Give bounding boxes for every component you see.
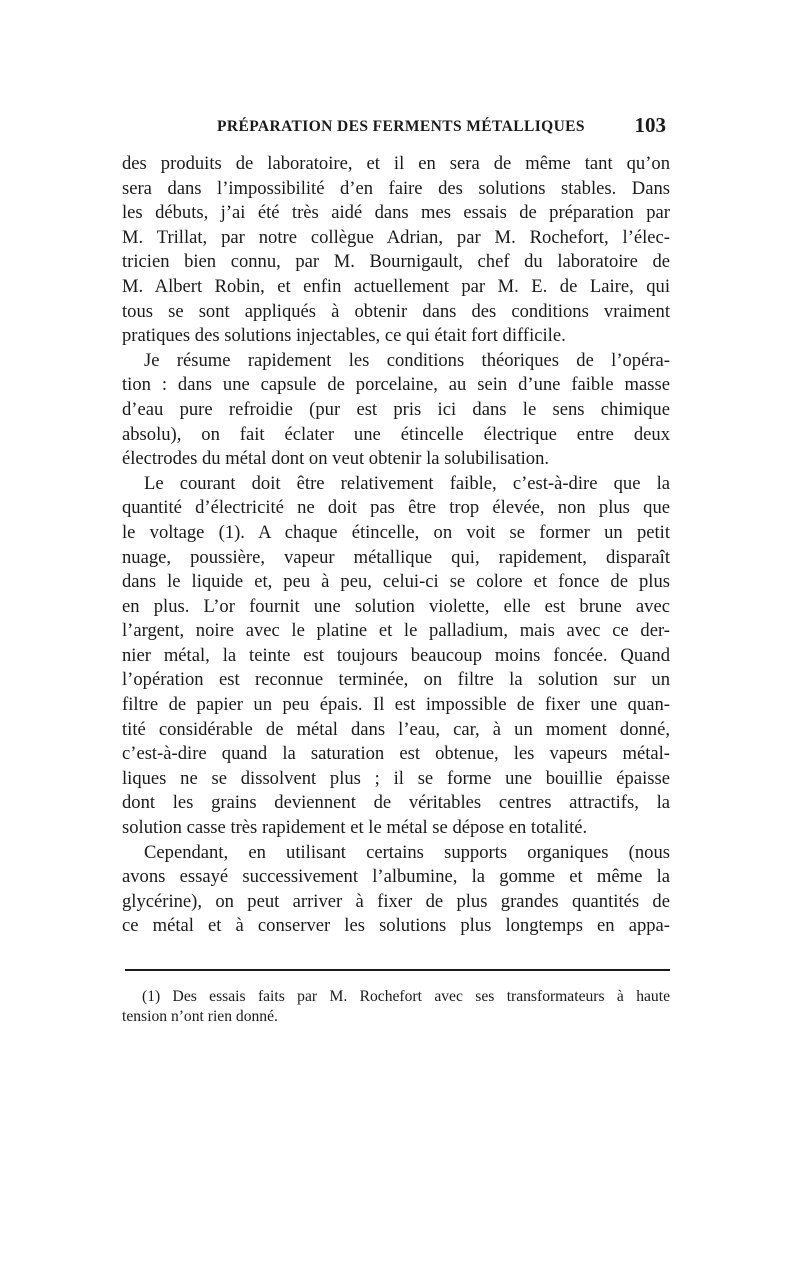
text-line: tricien bien connu, par M. Bournigault, chef du laboratoire de [122, 251, 670, 273]
text-line: absolu), on fait éclater une étincelle électrique entre deux [122, 423, 670, 445]
page-header [122, 113, 670, 140]
paragraph-first-line: Je résume rapidement les conditions théoriques de l’opéra- [144, 349, 670, 371]
text-line: quantité d’électricité ne doit pas être trop élevée, non plus que [122, 497, 670, 519]
running-title: PRÉPARATION DES FERMENTS MÉTALLIQUES [217, 118, 585, 135]
text-line: filtre de papier un peu épais. Il est impossible de fixer une quan- [122, 694, 670, 716]
text-line: M. Trillat, par notre collègue Adrian, par M. Rochefort, l’élec- [122, 226, 670, 248]
text-line: pratiques des solutions injectables, ce qui était fort difficile. [122, 325, 566, 347]
text-line: nuage, poussière, vapeur métallique qui, rapidement, disparaît [122, 546, 670, 568]
text-line: ce métal et à conserver les solutions plus longtemps en appa- [122, 915, 670, 937]
text-line: le voltage (1). A chaque étincelle, on voit se former un petit [122, 521, 670, 543]
text-line: liques ne se dissolvent plus ; il se forme une bouillie épaisse [122, 767, 670, 789]
text-line: des produits de laboratoire, et il en sera de même tant qu’on [122, 153, 670, 174]
text-line: nier métal, la teinte est toujours beaucoup moins foncée. Quand [122, 644, 670, 666]
text-line: solution casse très rapidement et le métal se dépose en totalité. [122, 817, 588, 839]
footnote-separator [125, 969, 670, 971]
text-line: les débuts, j’ai été très aidé dans mes essais de préparation par [122, 202, 670, 224]
footnote-line: (1) Des essais faits par M. Rochefort avec ses transformateurs à haute [142, 988, 670, 1005]
text-line: sera dans l’impossibilité d’en faire des solutions stables. Dans [122, 177, 670, 199]
text-line: l’opération est reconnue terminée, on filtre la solution sur un [122, 669, 670, 691]
paragraph-first-line: Le courant doit être relativement faible, c’est-à-dire que la [144, 472, 670, 494]
text-line: tion : dans une capsule de porcelaine, au sein d’une faible masse [122, 374, 670, 396]
page-number: 103 [634, 113, 666, 137]
body-text [122, 152, 670, 939]
text-line: M. Albert Robin, et enfin actuellement par M. E. de Laire, qui [122, 275, 670, 297]
text-line: d’eau pure refroidie (pur est pris ici dans le sens chimique [122, 398, 670, 420]
text-line: c’est-à-dire quand la saturation est obtenue, les vapeurs métal- [122, 743, 670, 765]
text-line: dans le liquide et, peu à peu, celui-ci se colore et fonce de plus [122, 571, 670, 593]
text-line: dont les grains deviennent de véritables centres attractifs, la [122, 792, 670, 814]
text-line: en plus. L’or fournit une solution violette, elle est brune avec [122, 595, 670, 617]
footnote-line: tension n’ont rien donné. [122, 1008, 278, 1025]
text-line: l’argent, noire avec le platine et le palladium, mais avec ce der- [122, 620, 670, 642]
text-line: électrodes du métal dont on veut obtenir la solubilisation. [122, 448, 550, 470]
text-line: avons essayé successivement l’albumine, la gomme et même la [122, 866, 670, 888]
text-line: tous se sont appliqués à obtenir dans des conditions vraiment [122, 300, 670, 322]
paragraph-first-line: Cependant, en utilisant certains supports organiques (nous [144, 841, 670, 863]
text-line: glycérine), on peut arriver à fixer de plus grandes quantités de [122, 890, 670, 912]
footnotes [122, 987, 670, 1027]
text-line: tité considérable de métal dans l’eau, car, à un moment donné, [122, 718, 670, 740]
